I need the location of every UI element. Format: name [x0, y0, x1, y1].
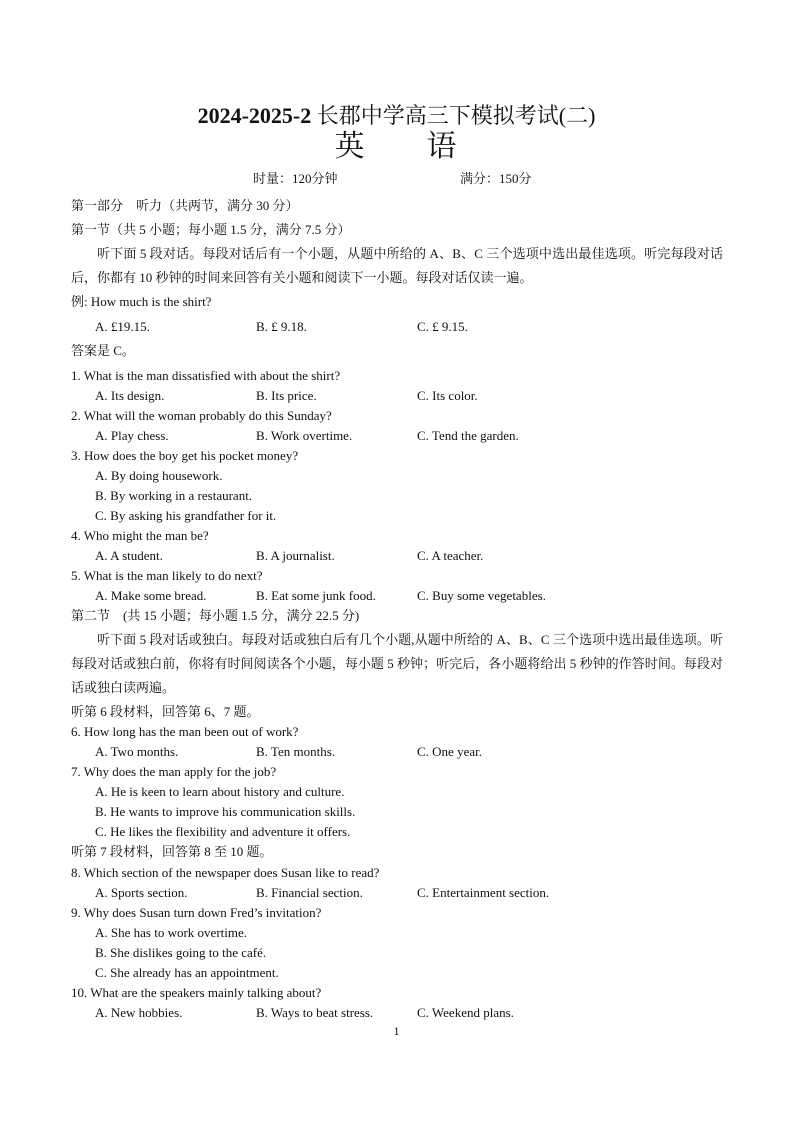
exam-title-code: 2024-2025-2	[197, 103, 312, 128]
q3-option-a: A. By doing housework.	[95, 468, 223, 483]
section1-title: 第一节（共 5 小题；每小题 1.5 分，满分 7.5 分）	[71, 222, 351, 237]
q4-option-b: B. A journalist.	[256, 548, 335, 563]
q2-option-c: C. Tend the garden.	[417, 428, 519, 443]
q4-option-c: C. A teacher.	[417, 548, 484, 563]
example-option-a: A. £19.15.	[95, 319, 150, 334]
q1-option-c: C. Its color.	[417, 388, 478, 403]
material6-heading: 听第 6 段材料，回答第 6、7 题。	[71, 704, 260, 719]
section2-instructions: 听下面 5 段对话或独白。每段对话或独白后有几个小题,从题中所给的 A、B、C 三个选项中选出最佳选项。听每段对话或独白前，你将有时间阅读各个小题，每小题 5 秒钟；听完后，各小题将给出 5 秒钟的作答时间。每段对话或独白读两遍。	[71, 632, 723, 695]
question-6: 6. How long has the man been out of work?	[71, 724, 299, 739]
q4-option-a: A. A student.	[95, 548, 163, 563]
question-9: 9. Why does Susan turn down Fred’s invitation?	[71, 905, 322, 920]
question-1: 1. What is the man dissatisfied with about the shirt?	[71, 368, 341, 383]
question-2: 2. What will the woman probably do this Sunday?	[71, 408, 332, 423]
part1-title: 第一部分 听力（共两节，满分 30 分）	[71, 198, 299, 213]
q9-option-b: B. She dislikes going to the café.	[95, 945, 267, 960]
subject-char-2: 语	[426, 130, 459, 163]
q6-option-c: C. One year.	[417, 744, 482, 759]
q2-option-b: B. Work overtime.	[256, 428, 353, 443]
material7-heading: 听第 7 段材料，回答第 8 至 10 题。	[71, 844, 273, 859]
exam-title-text: 长郡中学高三下模拟考试(二)	[316, 103, 596, 128]
q9-option-a: A. She has to work overtime.	[95, 925, 248, 940]
q8-option-a: A. Sports section.	[95, 885, 188, 900]
exam-time: 时量：120分钟	[253, 171, 338, 186]
question-10: 10. What are the speakers mainly talking about?	[71, 985, 322, 1000]
page-number: 1	[393, 1024, 400, 1038]
q3-option-c: C. By asking his grandfather for it.	[95, 508, 277, 523]
q5-option-a: A. Make some bread.	[95, 588, 207, 603]
subject-title	[0, 128, 793, 166]
q7-option-c: C. He likes the flexibility and adventure it offers.	[95, 824, 351, 839]
q10-option-a: A. New hobbies.	[95, 1005, 183, 1020]
q8-option-b: B. Financial section.	[256, 885, 363, 900]
example-option-c: C. £ 9.15.	[417, 319, 468, 334]
example-option-b: B. £ 9.18.	[256, 319, 307, 334]
q7-option-b: B. He wants to improve his communication skills.	[95, 804, 356, 819]
q9-option-c: C. She already has an appointment.	[95, 965, 279, 980]
q5-option-b: B. Eat some junk food.	[256, 588, 376, 603]
example-question: 例: How much is the shirt?	[71, 294, 212, 309]
subject-char-1: 英	[334, 130, 367, 163]
q6-option-b: B. Ten months.	[256, 744, 336, 759]
q3-option-b: B. By working in a restaurant.	[95, 488, 253, 503]
q6-option-a: A. Two months.	[95, 744, 179, 759]
q2-option-a: A. Play chess.	[95, 428, 169, 443]
question-5: 5. What is the man likely to do next?	[71, 568, 263, 583]
q1-option-b: B. Its price.	[256, 388, 317, 403]
question-4: 4. Who might the man be?	[71, 528, 209, 543]
example-answer: 答案是 C。	[71, 343, 135, 358]
q10-option-c: C. Weekend plans.	[417, 1005, 514, 1020]
question-8: 8. Which section of the newspaper does Susan like to read?	[71, 865, 380, 880]
q7-option-a: A. He is keen to learn about history and culture.	[95, 784, 345, 799]
section1-instructions: 听下面 5 段对话。每段对话后有一个小题，从题中所给的 A、B、C 三个选项中选出最佳选项。听完每段对话后，你都有 10 秒钟的时间来回答有关小题和阅读下一小题。每段对话仅读一遍。	[71, 246, 723, 285]
exam-score: 满分：150分	[460, 171, 532, 186]
q10-option-b: B. Ways to beat stress.	[256, 1005, 374, 1020]
question-3: 3. How does the boy get his pocket money?	[71, 448, 299, 463]
q1-option-a: A. Its design.	[95, 388, 165, 403]
question-7: 7. Why does the man apply for the job?	[71, 764, 277, 779]
q5-option-c: C. Buy some vegetables.	[417, 588, 546, 603]
q8-option-c: C. Entertainment section.	[417, 885, 550, 900]
section2-title: 第二节 (共 15 小题；每小题 1.5 分，满分 22.5 分)	[71, 608, 360, 623]
